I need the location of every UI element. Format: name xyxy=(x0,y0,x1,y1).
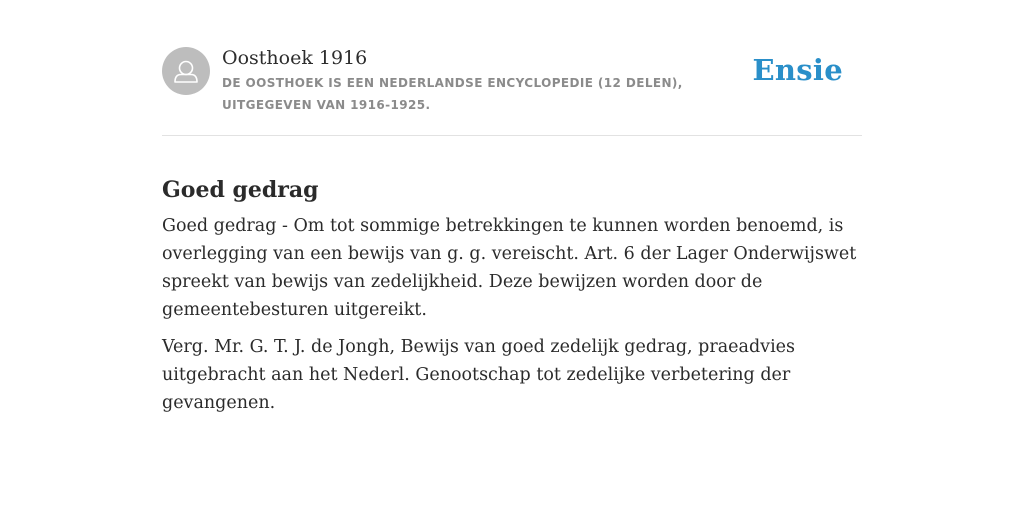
article-paragraph: Verg. Mr. G. T. J. de Jongh, Bewijs van goed zedelijk gedrag, praeadvies uitgebracht aan het Nederl. Genootschap tot zedelijke verbetering der gevangenen. xyxy=(162,337,795,413)
header-divider xyxy=(162,135,862,136)
article-paragraph: Goed gedrag - Om tot sommige betrekkingen te kunnen worden benoemd, is overlegging van een bewijs van g. g. vereischt. Art. 6 der Lager Onderwijswet spreekt van bewijs van zedelijkheid. Deze bewijzen worden door de gemeentebesturen uitgereikt. xyxy=(162,216,857,320)
person-placeholder-icon[interactable] xyxy=(162,47,210,95)
article-body xyxy=(162,212,862,426)
ensie-logo[interactable]: Ensie xyxy=(752,53,843,87)
source-description: DE OOSTHOEK IS EEN NEDERLANDSE ENCYCLOPEDIE (12 DELEN), UITGEGEVEN VAN 1916-1925. xyxy=(222,76,683,112)
article-title: Goed gedrag xyxy=(162,176,319,203)
source-header xyxy=(162,46,862,116)
source-title[interactable]: Oosthoek 1916 xyxy=(222,47,368,69)
